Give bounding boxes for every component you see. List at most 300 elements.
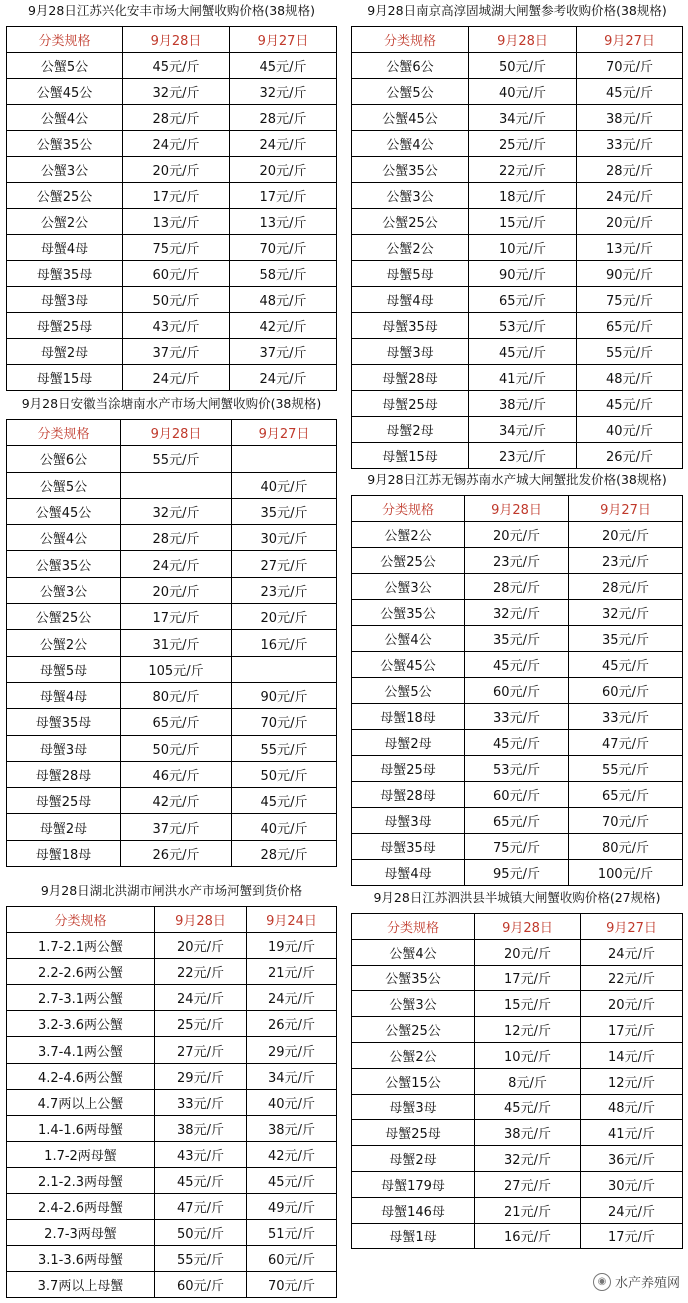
price-cell: 95元/斤 bbox=[465, 860, 569, 886]
price-cell: 20元/斤 bbox=[232, 604, 337, 630]
price-cell: 38元/斤 bbox=[475, 1120, 581, 1146]
spec-cell: 公蟹3公 bbox=[352, 574, 465, 600]
price-cell: 90元/斤 bbox=[232, 682, 337, 708]
price-cell: 33元/斤 bbox=[577, 131, 683, 157]
table-row bbox=[352, 417, 683, 443]
table-row bbox=[7, 1037, 337, 1063]
spec-cell: 母蟹15母 bbox=[352, 443, 469, 469]
price-cell: 55元/斤 bbox=[155, 1246, 247, 1272]
table-row bbox=[7, 814, 337, 840]
price-cell: 29元/斤 bbox=[155, 1063, 247, 1089]
price-cell: 48元/斤 bbox=[577, 365, 683, 391]
price-cell: 33元/斤 bbox=[465, 704, 569, 730]
price-cell: 55元/斤 bbox=[577, 339, 683, 365]
spec-cell: 4.2-4.6两公蟹 bbox=[7, 1063, 155, 1089]
watermark-text: 水产养殖网 bbox=[614, 1276, 680, 1291]
table-row bbox=[352, 522, 683, 548]
column-header: 9月27日 bbox=[569, 496, 683, 522]
price-cell: 25元/斤 bbox=[469, 131, 577, 157]
price-cell: 65元/斤 bbox=[121, 709, 232, 735]
price-cell: 28元/斤 bbox=[465, 574, 569, 600]
price-cell: 51元/斤 bbox=[247, 1220, 337, 1246]
price-cell: 41元/斤 bbox=[581, 1120, 683, 1146]
column-header: 9月28日 bbox=[469, 27, 577, 53]
block-title: 9月28日江苏无锡苏南水产城大闸蟹批发价格(38规格) bbox=[367, 472, 667, 487]
table-row bbox=[7, 235, 337, 261]
spec-cell: 公蟹45公 bbox=[352, 105, 469, 131]
spec-cell: 2.4-2.6两母蟹 bbox=[7, 1194, 155, 1220]
price-cell: 17元/斤 bbox=[581, 1223, 683, 1249]
spec-cell: 公蟹2公 bbox=[352, 235, 469, 261]
price-cell: 75元/斤 bbox=[123, 235, 230, 261]
spec-cell: 母蟹179母 bbox=[352, 1171, 475, 1197]
price-cell: 32元/斤 bbox=[230, 79, 337, 105]
price-cell: 45元/斤 bbox=[247, 1167, 337, 1193]
spec-cell: 3.2-3.6两公蟹 bbox=[7, 1011, 155, 1037]
table-row bbox=[352, 808, 683, 834]
table-row bbox=[352, 339, 683, 365]
table-row bbox=[352, 548, 683, 574]
spec-cell: 公蟹4公 bbox=[7, 525, 121, 551]
price-cell: 28元/斤 bbox=[569, 574, 683, 600]
price-cell: 25元/斤 bbox=[155, 1011, 247, 1037]
table-header-row bbox=[7, 420, 337, 446]
price-cell: 21元/斤 bbox=[475, 1197, 581, 1223]
column-header: 9月24日 bbox=[247, 907, 337, 933]
table-row bbox=[7, 709, 337, 735]
table-row bbox=[352, 1146, 683, 1172]
spec-cell: 公蟹3公 bbox=[7, 577, 121, 603]
price-cell: 13元/斤 bbox=[123, 209, 230, 235]
spec-cell: 母蟹25母 bbox=[352, 1120, 475, 1146]
price-cell: 53元/斤 bbox=[469, 313, 577, 339]
table-row bbox=[352, 939, 683, 965]
price-cell: 16元/斤 bbox=[475, 1223, 581, 1249]
spec-cell: 公蟹2公 bbox=[352, 522, 465, 548]
price-cell: 60元/斤 bbox=[123, 261, 230, 287]
table-header-row bbox=[352, 27, 683, 53]
price-cell: 34元/斤 bbox=[469, 417, 577, 443]
table-row bbox=[7, 446, 337, 472]
table-row bbox=[7, 1089, 337, 1115]
table-row bbox=[7, 1167, 337, 1193]
price-cell: 24元/斤 bbox=[123, 365, 230, 391]
price-cell: 80元/斤 bbox=[121, 682, 232, 708]
price-cell: 45元/斤 bbox=[569, 652, 683, 678]
table-row bbox=[7, 577, 337, 603]
table-row bbox=[352, 105, 683, 131]
spec-cell: 母蟹3母 bbox=[352, 339, 469, 365]
price-cell: 17元/斤 bbox=[475, 965, 581, 991]
table-row bbox=[7, 131, 337, 157]
price-cell: 32元/斤 bbox=[569, 600, 683, 626]
price-cell: 22元/斤 bbox=[581, 965, 683, 991]
column-header: 9月27日 bbox=[577, 27, 683, 53]
price-cell: 24元/斤 bbox=[155, 985, 247, 1011]
block-title: 9月28日江苏兴化安丰市场大闸蟹收购价格(38规格) bbox=[27, 3, 316, 18]
price-cell: 35元/斤 bbox=[465, 626, 569, 652]
price-cell: 35元/斤 bbox=[232, 498, 337, 524]
price-cell: 20元/斤 bbox=[155, 933, 247, 959]
price-cell: 21元/斤 bbox=[247, 959, 337, 985]
price-cell: 12元/斤 bbox=[581, 1068, 683, 1094]
spec-cell: 母蟹35母 bbox=[7, 261, 123, 287]
table-row bbox=[352, 600, 683, 626]
table-row bbox=[352, 574, 683, 600]
spec-cell: 母蟹5母 bbox=[352, 261, 469, 287]
price-cell: 53元/斤 bbox=[465, 756, 569, 782]
price-cell: 60元/斤 bbox=[155, 1272, 247, 1298]
spec-cell: 母蟹3母 bbox=[352, 1094, 475, 1120]
spec-cell: 3.7两以上母蟹 bbox=[7, 1272, 155, 1298]
price-cell: 70元/斤 bbox=[232, 709, 337, 735]
price-cell: 27元/斤 bbox=[232, 551, 337, 577]
price-cell: 8元/斤 bbox=[475, 1068, 581, 1094]
spec-cell: 公蟹5公 bbox=[7, 53, 123, 79]
price-cell: 33元/斤 bbox=[569, 704, 683, 730]
spec-cell: 公蟹5公 bbox=[352, 678, 465, 704]
price-cell: 15元/斤 bbox=[469, 209, 577, 235]
price-cell: 41元/斤 bbox=[469, 365, 577, 391]
column-header: 9月28日 bbox=[123, 27, 230, 53]
price-cell: 10元/斤 bbox=[469, 235, 577, 261]
table-row bbox=[352, 157, 683, 183]
spec-cell: 公蟹35公 bbox=[352, 600, 465, 626]
watermark bbox=[593, 1272, 680, 1291]
spec-cell: 公蟹45公 bbox=[7, 79, 123, 105]
price-cell: 18元/斤 bbox=[469, 183, 577, 209]
price-cell: 20元/斤 bbox=[569, 522, 683, 548]
price-cell: 45元/斤 bbox=[230, 53, 337, 79]
price-cell: 33元/斤 bbox=[155, 1089, 247, 1115]
table-row bbox=[7, 53, 337, 79]
price-cell: 26元/斤 bbox=[121, 840, 232, 866]
spec-cell: 2.1-2.3两母蟹 bbox=[7, 1167, 155, 1193]
price-cell: 27元/斤 bbox=[155, 1037, 247, 1063]
price-cell: 14元/斤 bbox=[581, 1042, 683, 1068]
price-cell: 55元/斤 bbox=[232, 735, 337, 761]
price-cell: 28元/斤 bbox=[121, 525, 232, 551]
spec-cell: 公蟹4公 bbox=[7, 105, 123, 131]
table-row bbox=[352, 287, 683, 313]
price-cell: 40元/斤 bbox=[469, 79, 577, 105]
price-cell: 38元/斤 bbox=[469, 391, 577, 417]
price-cell: 45元/斤 bbox=[123, 53, 230, 79]
price-cell: 19元/斤 bbox=[247, 933, 337, 959]
price-cell: 28元/斤 bbox=[577, 157, 683, 183]
price-cell: 20元/斤 bbox=[581, 991, 683, 1017]
price-cell: 48元/斤 bbox=[230, 287, 337, 313]
price-cell: 29元/斤 bbox=[247, 1037, 337, 1063]
table-row bbox=[352, 131, 683, 157]
price-cell: 17元/斤 bbox=[121, 604, 232, 630]
spec-cell: 母蟹2母 bbox=[352, 730, 465, 756]
spec-cell: 2.7-3两母蟹 bbox=[7, 1220, 155, 1246]
spec-cell: 2.7-3.1两公蟹 bbox=[7, 985, 155, 1011]
price-cell: 16元/斤 bbox=[232, 630, 337, 656]
spec-cell: 公蟹6公 bbox=[7, 446, 121, 472]
table-row bbox=[7, 365, 337, 391]
price-cell: 31元/斤 bbox=[121, 630, 232, 656]
spec-cell: 母蟹146母 bbox=[352, 1197, 475, 1223]
table-row bbox=[7, 287, 337, 313]
table-row bbox=[7, 788, 337, 814]
table-row bbox=[352, 652, 683, 678]
price-cell: 24元/斤 bbox=[247, 985, 337, 1011]
table-row bbox=[7, 1011, 337, 1037]
spec-cell: 公蟹25公 bbox=[7, 604, 121, 630]
price-cell: 43元/斤 bbox=[123, 313, 230, 339]
column-header: 9月28日 bbox=[465, 496, 569, 522]
spec-cell: 公蟹5公 bbox=[7, 472, 121, 498]
price-cell: 24元/斤 bbox=[581, 939, 683, 965]
spec-cell: 母蟹18母 bbox=[7, 840, 121, 866]
table-row bbox=[352, 860, 683, 886]
price-cell: 42元/斤 bbox=[230, 313, 337, 339]
price-cell: 10元/斤 bbox=[475, 1042, 581, 1068]
column-header: 分类规格 bbox=[352, 27, 469, 53]
price-cell: 13元/斤 bbox=[230, 209, 337, 235]
table-row bbox=[352, 79, 683, 105]
spec-cell: 母蟹35母 bbox=[352, 313, 469, 339]
spec-cell: 母蟹35母 bbox=[7, 709, 121, 735]
spec-cell: 母蟹25母 bbox=[352, 391, 469, 417]
table-row bbox=[352, 183, 683, 209]
price-cell: 24元/斤 bbox=[577, 183, 683, 209]
spec-cell: 公蟹4公 bbox=[352, 626, 465, 652]
table-row bbox=[7, 1194, 337, 1220]
table-row bbox=[352, 834, 683, 860]
spec-cell: 母蟹3母 bbox=[7, 735, 121, 761]
spec-cell: 4.7两以上公蟹 bbox=[7, 1089, 155, 1115]
price-block-gaochun bbox=[351, 2, 683, 469]
column-header: 分类规格 bbox=[352, 496, 465, 522]
spec-cell: 公蟹2公 bbox=[7, 630, 121, 656]
spec-cell: 公蟹4公 bbox=[352, 939, 475, 965]
price-table bbox=[351, 913, 683, 1249]
table-header-row bbox=[7, 27, 337, 53]
table-header-row bbox=[352, 496, 683, 522]
table-row bbox=[7, 183, 337, 209]
table-row bbox=[7, 1246, 337, 1272]
table-row bbox=[352, 209, 683, 235]
price-cell: 40元/斤 bbox=[577, 417, 683, 443]
price-cell: 24元/斤 bbox=[123, 131, 230, 157]
table-row bbox=[352, 991, 683, 1017]
price-cell: 100元/斤 bbox=[569, 860, 683, 886]
spec-cell: 公蟹3公 bbox=[7, 157, 123, 183]
spec-cell: 公蟹25公 bbox=[7, 183, 123, 209]
table-row bbox=[352, 1120, 683, 1146]
spec-cell: 母蟹15母 bbox=[7, 365, 123, 391]
spec-cell: 3.1-3.6两母蟹 bbox=[7, 1246, 155, 1272]
price-cell: 45元/斤 bbox=[469, 339, 577, 365]
price-cell: 58元/斤 bbox=[230, 261, 337, 287]
price-block-anfeng bbox=[6, 2, 337, 391]
spec-cell: 母蟹35母 bbox=[352, 834, 465, 860]
table-row bbox=[7, 551, 337, 577]
column-header: 9月28日 bbox=[475, 914, 581, 940]
table-row bbox=[352, 313, 683, 339]
block-title: 9月28日南京高淳固城湖大闸蟹参考收购价格(38规格) bbox=[367, 3, 667, 18]
table-header-row bbox=[352, 914, 683, 940]
price-cell: 15元/斤 bbox=[475, 991, 581, 1017]
price-cell: 50元/斤 bbox=[121, 735, 232, 761]
price-cell: 45元/斤 bbox=[577, 391, 683, 417]
price-cell: 32元/斤 bbox=[121, 498, 232, 524]
price-cell: 24元/斤 bbox=[121, 551, 232, 577]
price-cell: 13元/斤 bbox=[577, 235, 683, 261]
table-row bbox=[352, 1197, 683, 1223]
table-row bbox=[352, 1171, 683, 1197]
price-cell: 37元/斤 bbox=[123, 339, 230, 365]
price-cell bbox=[121, 472, 232, 498]
spec-cell: 母蟹3母 bbox=[352, 808, 465, 834]
spec-cell: 母蟹28母 bbox=[352, 365, 469, 391]
price-cell: 55元/斤 bbox=[569, 756, 683, 782]
price-table bbox=[6, 419, 337, 867]
price-cell: 46元/斤 bbox=[121, 761, 232, 787]
spec-cell: 母蟹4母 bbox=[7, 682, 121, 708]
spec-cell: 公蟹3公 bbox=[352, 991, 475, 1017]
spec-cell: 母蟹2母 bbox=[352, 417, 469, 443]
price-cell: 90元/斤 bbox=[577, 261, 683, 287]
spec-cell: 母蟹25母 bbox=[7, 313, 123, 339]
table-header-row bbox=[7, 907, 337, 933]
price-cell: 70元/斤 bbox=[230, 235, 337, 261]
price-cell: 50元/斤 bbox=[232, 761, 337, 787]
price-cell: 65元/斤 bbox=[469, 287, 577, 313]
price-cell: 22元/斤 bbox=[469, 157, 577, 183]
block-title: 9月28日湖北洪湖市闸洪水产市场河蟹到货价格 bbox=[40, 883, 303, 898]
price-cell: 23元/斤 bbox=[469, 443, 577, 469]
price-block-tangnan bbox=[6, 395, 337, 867]
price-cell: 28元/斤 bbox=[230, 105, 337, 131]
price-cell: 22元/斤 bbox=[155, 959, 247, 985]
spec-cell: 1.4-1.6两母蟹 bbox=[7, 1115, 155, 1141]
price-cell: 26元/斤 bbox=[577, 443, 683, 469]
price-cell: 28元/斤 bbox=[123, 105, 230, 131]
price-cell: 20元/斤 bbox=[577, 209, 683, 235]
table-row bbox=[352, 1068, 683, 1094]
price-cell: 24元/斤 bbox=[581, 1197, 683, 1223]
price-table bbox=[6, 26, 337, 391]
price-cell: 70元/斤 bbox=[247, 1272, 337, 1298]
price-cell: 17元/斤 bbox=[123, 183, 230, 209]
price-cell: 45元/斤 bbox=[465, 730, 569, 756]
spec-cell: 公蟹35公 bbox=[352, 965, 475, 991]
price-block-honghu bbox=[6, 882, 337, 1298]
spec-cell: 母蟹25母 bbox=[7, 788, 121, 814]
price-cell: 55元/斤 bbox=[121, 446, 232, 472]
price-cell: 45元/斤 bbox=[232, 788, 337, 814]
price-cell: 50元/斤 bbox=[469, 53, 577, 79]
table-row bbox=[7, 1063, 337, 1089]
table-row bbox=[7, 985, 337, 1011]
price-cell: 23元/斤 bbox=[569, 548, 683, 574]
table-row bbox=[352, 965, 683, 991]
price-cell bbox=[232, 656, 337, 682]
spec-cell: 公蟹2公 bbox=[7, 209, 123, 235]
table-row bbox=[352, 391, 683, 417]
table-row bbox=[7, 959, 337, 985]
price-cell: 45元/斤 bbox=[465, 652, 569, 678]
table-row bbox=[7, 1220, 337, 1246]
spec-cell: 公蟹15公 bbox=[352, 1068, 475, 1094]
table-row bbox=[7, 682, 337, 708]
price-cell: 60元/斤 bbox=[465, 782, 569, 808]
price-cell: 27元/斤 bbox=[475, 1171, 581, 1197]
price-cell: 32元/斤 bbox=[465, 600, 569, 626]
spec-cell: 母蟹18母 bbox=[352, 704, 465, 730]
price-cell: 37元/斤 bbox=[121, 814, 232, 840]
price-cell: 34元/斤 bbox=[469, 105, 577, 131]
spec-cell: 公蟹35公 bbox=[352, 157, 469, 183]
price-cell: 65元/斤 bbox=[569, 782, 683, 808]
spec-cell: 2.2-2.6两公蟹 bbox=[7, 959, 155, 985]
column-header: 分类规格 bbox=[352, 914, 475, 940]
spec-cell: 公蟹45公 bbox=[352, 652, 465, 678]
table-row bbox=[7, 933, 337, 959]
price-cell: 24元/斤 bbox=[230, 365, 337, 391]
price-cell: 26元/斤 bbox=[247, 1011, 337, 1037]
price-cell: 45元/斤 bbox=[475, 1094, 581, 1120]
table-row bbox=[7, 1272, 337, 1298]
spec-cell: 公蟹25公 bbox=[352, 548, 465, 574]
table-row bbox=[7, 604, 337, 630]
price-cell: 42元/斤 bbox=[247, 1141, 337, 1167]
column-header: 9月27日 bbox=[581, 914, 683, 940]
table-row bbox=[352, 704, 683, 730]
price-cell: 75元/斤 bbox=[577, 287, 683, 313]
price-cell: 37元/斤 bbox=[230, 339, 337, 365]
price-cell: 40元/斤 bbox=[247, 1089, 337, 1115]
spec-cell: 母蟹4母 bbox=[352, 287, 469, 313]
block-title: 9月28日安徽当涂塘南水产市场大闸蟹收购价(38规格) bbox=[21, 396, 322, 411]
spec-cell: 公蟹2公 bbox=[352, 1042, 475, 1068]
table-row bbox=[7, 761, 337, 787]
table-row bbox=[352, 782, 683, 808]
price-cell: 23元/斤 bbox=[232, 577, 337, 603]
price-cell: 90元/斤 bbox=[469, 261, 577, 287]
table-row bbox=[7, 157, 337, 183]
price-cell: 38元/斤 bbox=[577, 105, 683, 131]
table-row bbox=[7, 630, 337, 656]
table-row bbox=[352, 1017, 683, 1043]
price-cell: 20元/斤 bbox=[230, 157, 337, 183]
spec-cell: 母蟹3母 bbox=[7, 287, 123, 313]
table-row bbox=[352, 235, 683, 261]
price-cell: 60元/斤 bbox=[247, 1246, 337, 1272]
table-row bbox=[7, 525, 337, 551]
table-row bbox=[7, 656, 337, 682]
spec-cell: 公蟹6公 bbox=[352, 53, 469, 79]
price-cell: 65元/斤 bbox=[465, 808, 569, 834]
spec-cell: 母蟹28母 bbox=[7, 761, 121, 787]
price-cell: 20元/斤 bbox=[121, 577, 232, 603]
spec-cell: 母蟹2母 bbox=[352, 1146, 475, 1172]
price-cell: 30元/斤 bbox=[232, 525, 337, 551]
price-cell: 32元/斤 bbox=[123, 79, 230, 105]
spec-cell: 公蟹3公 bbox=[352, 183, 469, 209]
table-row bbox=[352, 261, 683, 287]
table-row bbox=[7, 472, 337, 498]
spec-cell: 母蟹2母 bbox=[7, 339, 123, 365]
spec-cell: 母蟹5母 bbox=[7, 656, 121, 682]
column-header: 9月28日 bbox=[121, 420, 232, 446]
block-title: 9月28日江苏泗洪县半城镇大闸蟹收购价格(27规格) bbox=[373, 890, 661, 905]
price-block-wuxi bbox=[351, 471, 683, 886]
